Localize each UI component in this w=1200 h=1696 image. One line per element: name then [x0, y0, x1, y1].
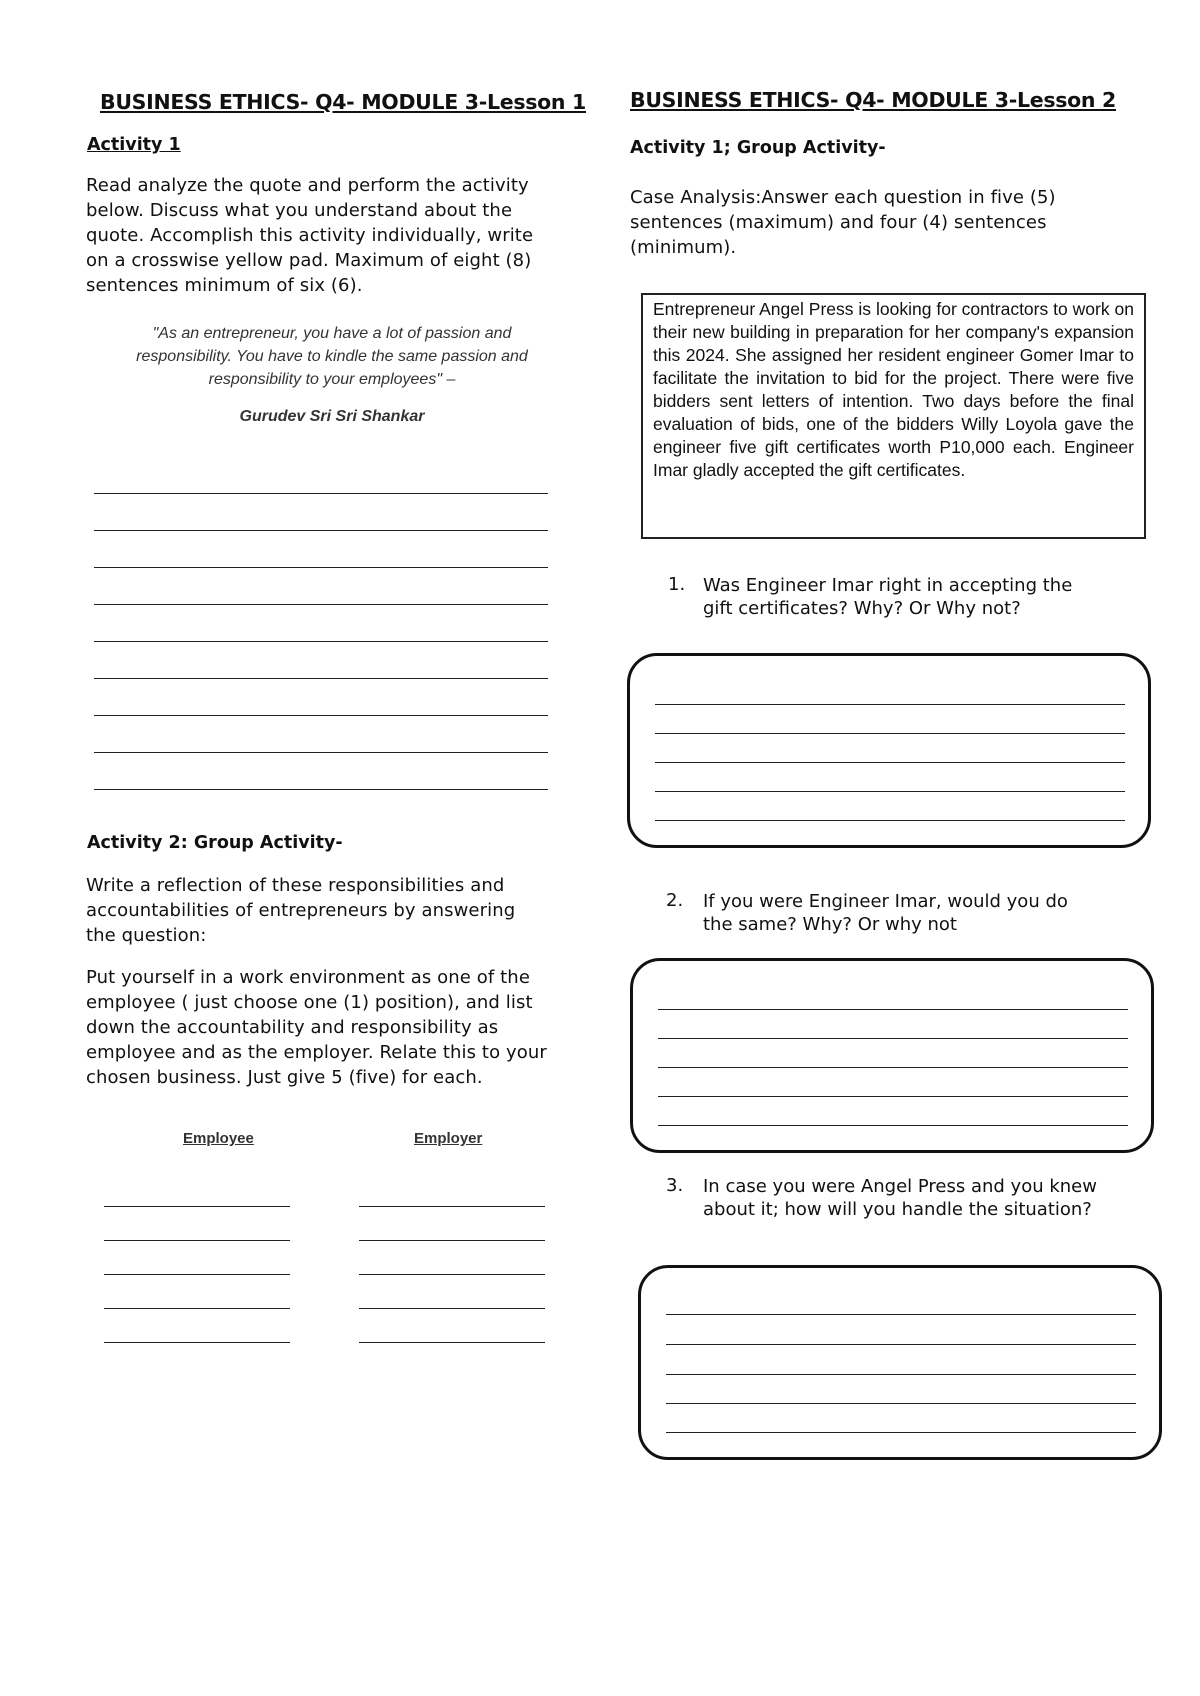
- question-3-answer-box[interactable]: [638, 1265, 1162, 1460]
- answer-line[interactable]: [655, 762, 1125, 763]
- question-2-text: If you were Engineer Imar, would you do the same? Why? Or why not: [703, 891, 1068, 935]
- activity2-question-intro: Write a reflection of these responsibilities and accountabilities of entrepreneurs by answering the question:: [86, 875, 516, 946]
- question-2-answer-box[interactable]: [630, 958, 1154, 1153]
- case-study-box: Entrepreneur Angel Press is looking for contractors to work on their new building in preparation for her company's expansion this 2024. She assigned her resident engineer Gomer Imar to facilitate the invitation to bid for the project. There were five bidders sent letters of intention. Two days before the final evaluation of bids, one of the bidders Willy Loyola gave the engineer five gift certificates worth P10,000 each. Engineer Imar gladly accepted the gift certificates.: [641, 293, 1146, 539]
- answer-line[interactable]: [666, 1374, 1136, 1375]
- question-3-number: 3.: [666, 1175, 684, 1196]
- answer-line[interactable]: [666, 1403, 1136, 1404]
- answer-line[interactable]: [666, 1344, 1136, 1345]
- employee-column-header: Employee: [183, 1130, 254, 1147]
- answer-line[interactable]: [94, 641, 548, 642]
- answer-line[interactable]: [666, 1432, 1136, 1433]
- answer-line[interactable]: [658, 1067, 1128, 1068]
- answer-line[interactable]: [94, 752, 548, 753]
- employer-column-header: Employer: [414, 1130, 483, 1147]
- employer-blank[interactable]: [359, 1308, 545, 1309]
- answer-line[interactable]: [94, 604, 548, 605]
- quote-author: Gurudev Sri Sri Shankar: [239, 408, 425, 425]
- answer-line[interactable]: [658, 1038, 1128, 1039]
- answer-line[interactable]: [655, 791, 1125, 792]
- answer-line[interactable]: [94, 678, 548, 679]
- employee-blank[interactable]: [104, 1308, 290, 1309]
- activity1-instructions: Read analyze the quote and perform the activity below. Discuss what you understand about the quote. Accomplish this activity individually, write on a crosswise yellow pad. Maximum of eight (8) sentences minimum of six (6).: [86, 175, 534, 296]
- activity2-instructions: Put yourself in a work environment as one of the employee ( just choose one (1) position), and list down the accountability and responsibility as employee and as the employer. Relate this to your chosen business. Just give 5 (five) for each.: [86, 967, 547, 1088]
- employer-blank[interactable]: [359, 1206, 545, 1207]
- right-page-title: BUSINESS ETHICS- Q4- MODULE 3-Lesson 2: [630, 88, 1117, 112]
- right-activity1-heading: Activity 1; Group Activity-: [630, 138, 886, 158]
- answer-line[interactable]: [658, 1009, 1128, 1010]
- answer-line[interactable]: [94, 789, 548, 790]
- left-page-title: BUSINESS ETHICS- Q4- MODULE 3-Lesson 1: [100, 90, 587, 114]
- activity2-heading: Activity 2: Group Activity-: [87, 833, 343, 853]
- answer-line[interactable]: [655, 733, 1125, 734]
- activity1-heading: Activity 1: [87, 135, 181, 155]
- answer-line[interactable]: [655, 704, 1125, 705]
- employer-blank[interactable]: [359, 1240, 545, 1241]
- employee-blank[interactable]: [104, 1206, 290, 1207]
- answer-line[interactable]: [94, 530, 548, 531]
- answer-line[interactable]: [94, 493, 548, 494]
- quote-text: "As an entrepreneur, you have a lot of passion and responsibility. You have to kindle the same passion and responsibility to your employees" –: [136, 325, 528, 388]
- question-1-answer-box[interactable]: [627, 653, 1151, 848]
- answer-line[interactable]: [94, 715, 548, 716]
- case-analysis-instructions: Case Analysis:Answer each question in five (5) sentences (maximum) and four (4) sentences (minimum).: [630, 187, 1056, 258]
- question-1-text: Was Engineer Imar right in accepting the gift certificates? Why? Or Why not?: [703, 575, 1073, 619]
- employee-blank[interactable]: [104, 1342, 290, 1343]
- employer-blank[interactable]: [359, 1342, 545, 1343]
- answer-line[interactable]: [658, 1125, 1128, 1126]
- answer-line[interactable]: [666, 1314, 1136, 1315]
- answer-line[interactable]: [655, 820, 1125, 821]
- question-2-number: 2.: [666, 890, 684, 911]
- employee-blank[interactable]: [104, 1240, 290, 1241]
- question-1-number: 1.: [668, 574, 686, 595]
- answer-line[interactable]: [658, 1096, 1128, 1097]
- answer-line[interactable]: [94, 567, 548, 568]
- employee-blank[interactable]: [104, 1274, 290, 1275]
- employer-blank[interactable]: [359, 1274, 545, 1275]
- question-3-text: In case you were Angel Press and you knew about it; how will you handle the situation?: [703, 1176, 1097, 1220]
